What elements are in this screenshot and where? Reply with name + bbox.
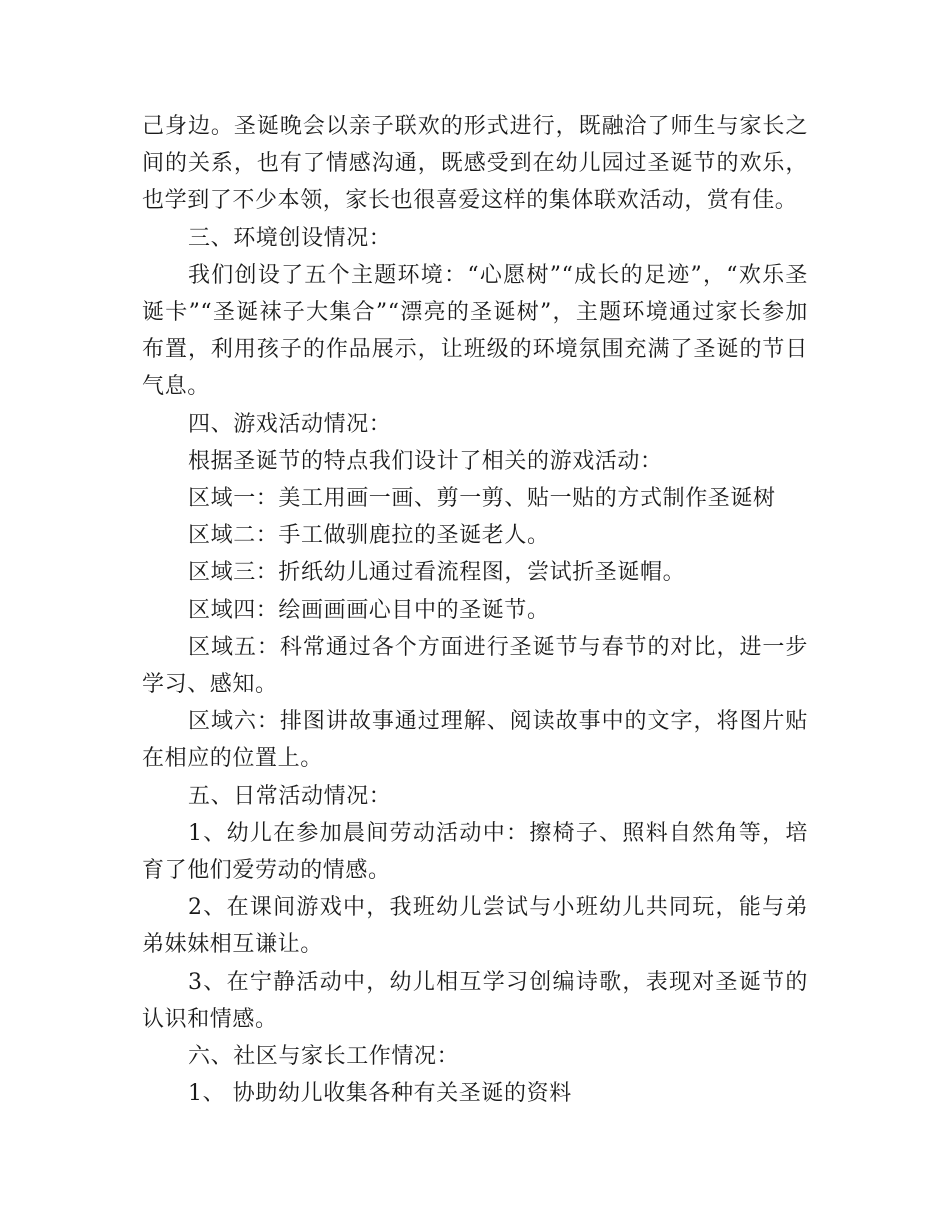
list-item-area-1: 区域一：美工用画一画、剪一剪、贴一贴的方式制作圣诞树 — [188, 486, 776, 512]
list-item-daily-2: 2、在课间游戏中，我班幼儿尝试与小班幼儿共同玩，能与弟弟妹妹相互谦让。 — [142, 895, 808, 958]
paragraph-environment: 我们创设了五个主题环境：“心愿树”“成长的足迹”，“欢乐圣诞卡”“圣诞袜子大集合”“漂亮的圣诞树”，主题环境通过家长参加布置，利用孩子的作品展示，让班级的环境氛围充满了圣诞的节日气息。 — [142, 262, 808, 400]
paragraph-continued: 己身边。圣诞晚会以亲子联欢的形式进行，既融洽了师生与家长之间的关系，也有了情感沟通，既感受到在幼儿园过圣诞节的欢乐，也学到了不少本领，家长也很喜爱这样的集体联欢活动，赏有佳。 — [142, 114, 808, 214]
paragraph-games-intro: 根据圣诞节的特点我们设计了相关的游戏活动： — [188, 448, 663, 474]
section-heading-community: 六、社区与家长工作情况： — [188, 1044, 460, 1070]
section-heading-daily: 五、日常活动情况： — [188, 783, 392, 809]
list-item-area-5: 区域五：科常通过各个方面进行圣诞节与春节的对比，进一步学习、感知。 — [142, 634, 808, 698]
list-item-area-2: 区域二：手工做驯鹿拉的圣诞老人。 — [188, 523, 550, 549]
list-item-daily-3: 3、在宁静活动中，幼儿相互学习创编诗歌，表现对圣诞节的认识和情感。 — [142, 969, 808, 1032]
document-body — [142, 108, 808, 1112]
list-item-community-1: 1、 协助幼儿收集各种有关圣诞的资料 — [188, 1081, 572, 1107]
list-item-area-3: 区域三：折纸幼儿通过看流程图，尝试折圣诞帽。 — [188, 560, 686, 586]
section-heading-games: 四、游戏活动情况： — [188, 411, 392, 437]
list-item-area-4: 区域四：绘画画画心目中的圣诞节。 — [188, 597, 550, 623]
section-heading-environment: 三、环境创设情况： — [188, 225, 392, 251]
list-item-daily-1: 1、幼儿在参加晨间劳动活动中：擦椅子、照料自然角等，培育了他们爱劳动的情感。 — [142, 820, 808, 884]
list-item-area-6: 区域六：排图讲故事通过理解、阅读故事中的文字，将图片贴在相应的位置上。 — [142, 709, 808, 772]
